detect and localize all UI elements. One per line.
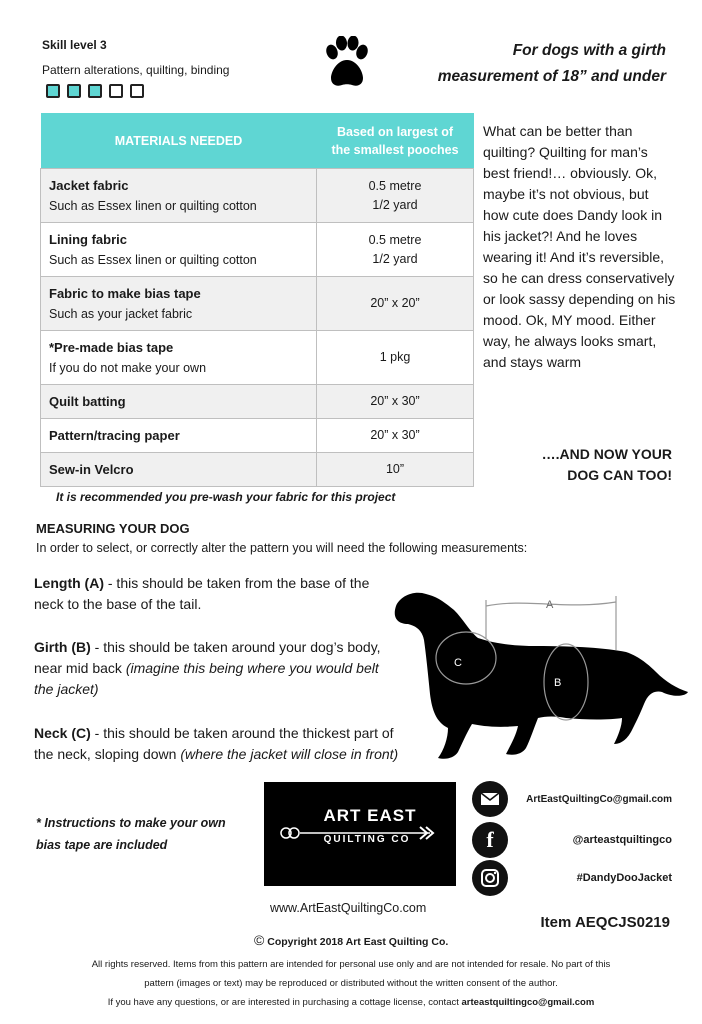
email-icon xyxy=(472,781,508,817)
skill-rating xyxy=(46,84,144,98)
skill-subtitle: Pattern alterations, quilting, binding xyxy=(42,63,230,77)
contact-email-link[interactable]: arteastquiltingco@gmail.com xyxy=(461,997,595,1008)
intro-blurb: What can be better than quilting? Quilting for man’s best friend!… obviously. Ok, maybe it’s not obvious, but how cute does Dandy look in his jacket?! And he loves wearing it! And it’s reversible, so he can dress conservatively or look sassy depending on his mood. Ok, MY mood. Either way, he always looks smart, and stays warm xyxy=(483,123,676,370)
material-note: Such as Essex linen or quilting cotton xyxy=(49,198,257,213)
table-row xyxy=(41,223,474,277)
length-text: - this should be taken from the base of the neck to the base of the tail. xyxy=(34,575,370,612)
table-row xyxy=(41,385,474,419)
blurb-ending-line2: DOG CAN TOO! xyxy=(567,467,672,483)
table-row xyxy=(41,453,474,487)
label-a: A xyxy=(546,599,554,611)
length-label: Length (A) xyxy=(34,575,104,591)
material-qty-alt: 1/2 yard xyxy=(372,251,418,266)
quantity-header-line1: Based on largest of xyxy=(337,124,453,139)
facebook-icon: f xyxy=(472,822,508,858)
table-row xyxy=(41,331,474,385)
neck-note: (where the jacket will close in front) xyxy=(180,746,399,762)
instagram-tag: #DandyDooJacket xyxy=(576,872,672,884)
skill-box xyxy=(46,84,60,98)
material-name: Lining fabric xyxy=(49,231,127,247)
table-row xyxy=(41,277,474,331)
tagline-line2: measurement of 18” and under xyxy=(437,68,666,85)
copyright-text: Copyright 2018 Art East Quilting Co. xyxy=(267,936,449,948)
copyright xyxy=(254,932,448,948)
logo-title: ART EAST xyxy=(323,806,417,825)
instagram-contact[interactable] xyxy=(472,860,672,896)
brand-logo xyxy=(264,782,456,886)
neck-text: - this should be taken around the thickest part of the neck, sloping down xyxy=(34,725,394,762)
rights-line1: All rights reserved. Items from this pattern are intended for personal use only and are not intended for resale. No part of this xyxy=(91,959,611,970)
neck-label: Neck (C) xyxy=(34,725,91,741)
girth-note: (imagine this being where you would belt the jacket) xyxy=(34,660,379,697)
material-qty: 10” xyxy=(385,462,405,476)
rights-line2: pattern (images or text) may be reproduced or distributed without the written consent of the author. xyxy=(144,978,558,989)
facebook-contact[interactable] xyxy=(472,822,672,858)
label-b: B xyxy=(554,677,562,689)
material-qty: 20” x 30” xyxy=(370,428,420,442)
material-qty: 20” x 20” xyxy=(370,296,420,310)
skill-box xyxy=(130,84,144,98)
skill-box xyxy=(109,84,123,98)
email-address: ArtEastQuiltingCo@gmail.com xyxy=(526,793,672,805)
material-note: Such as your jacket fabric xyxy=(49,306,193,321)
material-qty: 0.5 metre xyxy=(368,178,422,193)
material-name: Jacket fabric xyxy=(49,177,129,193)
tagline-line1: For dogs with a girth xyxy=(512,42,666,59)
material-note: Such as Essex linen or quilting cotton xyxy=(49,252,257,267)
table-row xyxy=(41,169,474,223)
blurb-ending-line1: ….AND NOW YOUR xyxy=(541,446,672,462)
blurb-ending xyxy=(500,444,672,486)
logo-subtitle: QUILTING CO xyxy=(323,834,411,845)
length-instruction xyxy=(34,573,399,615)
tagline xyxy=(366,38,666,90)
skill-box xyxy=(88,84,102,98)
item-code: Item AEQCJS0219 xyxy=(540,914,670,931)
material-name: Sew-in Velcro xyxy=(49,461,134,477)
material-qty-alt: 1/2 yard xyxy=(372,197,418,212)
materials-table xyxy=(40,113,474,487)
instagram-icon xyxy=(472,860,508,896)
material-qty: 20” x 30” xyxy=(370,394,420,408)
facebook-handle: @arteastquiltingco xyxy=(572,834,672,846)
rights-notice xyxy=(30,955,672,1012)
skill-level: Skill level 3 xyxy=(42,38,107,52)
email-contact[interactable] xyxy=(472,781,672,817)
quantity-header-line2: the smallest pooches xyxy=(331,142,459,157)
measuring-intro: In order to select, or correctly alter the pattern you will need the following measurements: xyxy=(36,541,528,555)
rights-line3 xyxy=(30,993,672,1012)
measuring-heading: MEASURING YOUR DOG xyxy=(36,521,190,536)
material-name: *Pre-made bias tape xyxy=(49,339,174,355)
material-name: Quilt batting xyxy=(49,393,126,409)
quantity-header xyxy=(317,113,474,169)
skill-box xyxy=(67,84,81,98)
copyright-icon: © xyxy=(254,932,265,948)
material-note: If you do not make your own xyxy=(49,360,207,375)
dachshund-silhouette xyxy=(395,593,688,759)
materials-header: MATERIALS NEEDED xyxy=(41,113,317,169)
material-name: Fabric to make bias tape xyxy=(49,285,201,301)
girth-label: Girth (B) xyxy=(34,639,91,655)
table-row xyxy=(41,419,474,453)
neck-instruction xyxy=(34,723,399,765)
bias-tape-note: * Instructions to make your own bias tape are included xyxy=(36,816,226,852)
girth-instruction xyxy=(34,637,399,700)
girth-text: - this should be taken around your dog’s body, near mid back xyxy=(34,639,381,676)
prewash-note: It is recommended you pre-wash your fabric for this project xyxy=(56,490,396,504)
material-qty: 1 pkg xyxy=(379,350,411,364)
material-qty: 0.5 metre xyxy=(368,232,422,247)
material-name: Pattern/tracing paper xyxy=(49,427,180,443)
rights-line3-text: If you have any questions, or are interested in purchasing a cottage license, contact xyxy=(107,997,462,1008)
dog-measurement-diagram xyxy=(386,580,692,770)
label-c: C xyxy=(454,657,462,669)
paw-icon xyxy=(322,36,372,90)
website-link[interactable]: www.ArtEastQuiltingCo.com xyxy=(270,901,427,915)
